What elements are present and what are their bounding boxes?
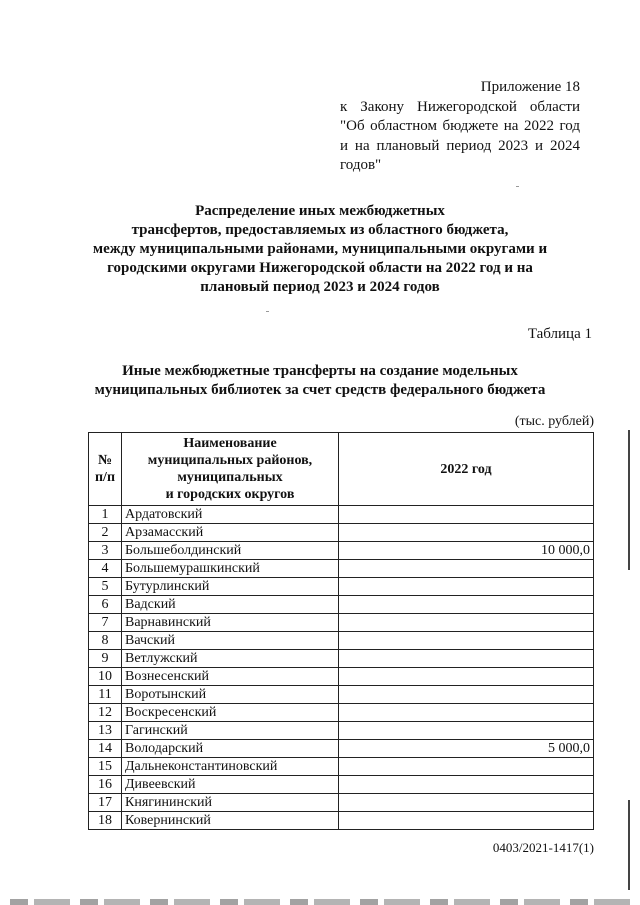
table-row — [89, 812, 594, 830]
row-value-2022 — [339, 758, 594, 776]
scan-speck — [266, 311, 269, 312]
document-title — [80, 202, 560, 297]
appendix-block — [340, 78, 580, 176]
row-value-2022 — [339, 524, 594, 542]
header-number-line-2: п/п — [94, 470, 116, 485]
row-value-2022 — [339, 506, 594, 524]
row-number: 3 — [89, 542, 122, 560]
row-number: 10 — [89, 668, 122, 686]
header-number — [89, 433, 122, 506]
row-number: 7 — [89, 614, 122, 632]
row-district-name: Гагинский — [122, 722, 339, 740]
row-value-2022: 5 000,0 — [339, 740, 594, 758]
table-header-row — [89, 433, 594, 506]
header-name-line-4: и городских округов — [165, 487, 295, 502]
table-row — [89, 614, 594, 632]
table-row — [89, 596, 594, 614]
table-subtitle — [60, 362, 580, 400]
row-district-name: Дивеевский — [122, 776, 339, 794]
header-name — [122, 433, 339, 506]
scan-bottom-noise — [10, 899, 630, 905]
scan-edge-mark-lower — [628, 800, 630, 890]
row-number: 14 — [89, 740, 122, 758]
table-row — [89, 578, 594, 596]
row-number: 6 — [89, 596, 122, 614]
row-value-2022 — [339, 668, 594, 686]
row-value-2022 — [339, 632, 594, 650]
header-name-line-3: муниципальных — [177, 470, 283, 485]
table-row — [89, 740, 594, 758]
row-number: 17 — [89, 794, 122, 812]
appendix-line-1: Приложение 18 — [480, 79, 580, 95]
table-row — [89, 650, 594, 668]
row-district-name: Вознесенский — [122, 668, 339, 686]
row-district-name: Воротынский — [122, 686, 339, 704]
row-district-name: Княгининский — [122, 794, 339, 812]
row-number: 5 — [89, 578, 122, 596]
row-value-2022 — [339, 560, 594, 578]
row-district-name: Дальнеконстантиновский — [122, 758, 339, 776]
scan-speck — [516, 186, 519, 187]
row-number: 16 — [89, 776, 122, 794]
table-row — [89, 506, 594, 524]
row-number: 12 — [89, 704, 122, 722]
row-district-name: Вадский — [122, 596, 339, 614]
document-code: 0403/2021-1417(1) — [492, 840, 594, 855]
title-line-2: трансфертов, предоставляемых из областного бюджета, — [131, 222, 509, 238]
row-value-2022 — [339, 596, 594, 614]
table-row — [89, 794, 594, 812]
row-district-name: Вачский — [122, 632, 339, 650]
table-row — [89, 776, 594, 794]
row-number: 18 — [89, 812, 122, 830]
table-row — [89, 560, 594, 578]
table-row — [89, 524, 594, 542]
row-value-2022: 10 000,0 — [339, 542, 594, 560]
row-district-name: Варнавинский — [122, 614, 339, 632]
table-row — [89, 758, 594, 776]
table-row — [89, 704, 594, 722]
row-value-2022 — [339, 704, 594, 722]
appendix-line-3: "Об областном бюджете на 2022 год — [340, 118, 580, 134]
row-value-2022 — [339, 614, 594, 632]
row-value-2022 — [339, 776, 594, 794]
row-district-name: Большемурашкинский — [122, 560, 339, 578]
row-number: 2 — [89, 524, 122, 542]
table-label: Таблица 1 — [527, 326, 592, 342]
row-number: 11 — [89, 686, 122, 704]
row-district-name: Ветлужский — [122, 650, 339, 668]
row-district-name: Ардатовский — [122, 506, 339, 524]
row-number: 13 — [89, 722, 122, 740]
transfers-table — [88, 432, 594, 830]
row-district-name: Бутурлинский — [122, 578, 339, 596]
row-value-2022 — [339, 812, 594, 830]
appendix-line-4: и на плановый период 2023 и 2024 — [340, 137, 580, 154]
header-name-line-1: Наименование — [183, 436, 277, 451]
header-name-line-2: муниципальных районов, — [147, 453, 313, 468]
row-value-2022 — [339, 722, 594, 740]
row-district-name: Арзамасский — [122, 524, 339, 542]
row-district-name: Большеболдинский — [122, 542, 339, 560]
table-row — [89, 722, 594, 740]
title-line-4: городскими округами Нижегородской области на 2022 год и на — [107, 260, 533, 276]
row-number: 9 — [89, 650, 122, 668]
subtitle-line-2: муниципальных библиотек за счет средств федерального бюджета — [94, 382, 546, 398]
appendix-line-2: к Закону Нижегородской области — [340, 98, 580, 115]
units-label: (тыс. рублей) — [514, 414, 594, 429]
table-row — [89, 632, 594, 650]
appendix-line-5: годов" — [340, 157, 382, 173]
row-value-2022 — [339, 650, 594, 668]
row-number: 1 — [89, 506, 122, 524]
table-row — [89, 686, 594, 704]
row-district-name: Ковернинский — [122, 812, 339, 830]
table-row — [89, 668, 594, 686]
header-year-2022: 2022 год — [339, 433, 594, 506]
row-value-2022 — [339, 794, 594, 812]
title-line-1: Распределение иных межбюджетных — [195, 203, 445, 219]
row-number: 8 — [89, 632, 122, 650]
title-line-3: между муниципальными районами, муниципальными округами и — [92, 241, 548, 257]
table-row — [89, 542, 594, 560]
subtitle-line-1: Иные межбюджетные трансферты на создание модельных — [122, 363, 518, 379]
row-district-name: Володарский — [122, 740, 339, 758]
title-line-5: плановый период 2023 и 2024 годов — [200, 279, 440, 295]
scan-edge-mark — [628, 430, 630, 570]
row-number: 15 — [89, 758, 122, 776]
row-value-2022 — [339, 578, 594, 596]
row-number: 4 — [89, 560, 122, 578]
row-district-name: Воскресенский — [122, 704, 339, 722]
header-number-line-1: № — [97, 453, 113, 468]
row-value-2022 — [339, 686, 594, 704]
